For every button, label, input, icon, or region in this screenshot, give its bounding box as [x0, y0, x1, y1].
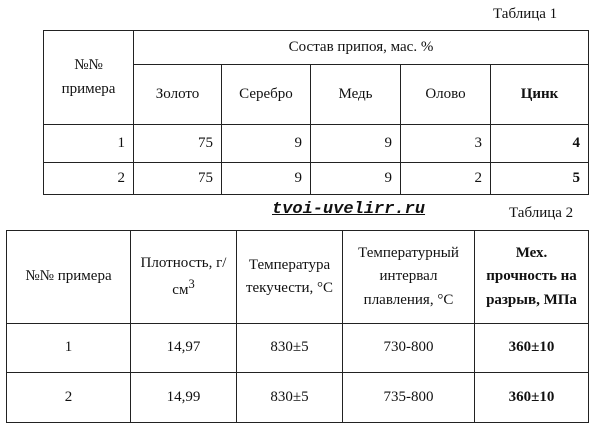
table1-row2-tin: 2 [401, 163, 491, 195]
table1-row1-copper: 9 [311, 125, 401, 163]
table1-row1-tin: 3 [401, 125, 491, 163]
table1-col-zinc: Цинк [491, 65, 589, 125]
table1-col-silver: Серебро [222, 65, 311, 125]
table1-row2-zinc: 5 [491, 163, 589, 195]
table1-row1-silver: 9 [222, 125, 311, 163]
table1-row1-zinc: 4 [491, 125, 589, 163]
table2-row2-flow-temp: 830±5 [237, 373, 343, 423]
table1-row2-id: 2 [44, 163, 134, 195]
table1-col-tin: Олово [401, 65, 491, 125]
table2-header-melt-range: Температурный интервал плавления, °С [343, 231, 475, 324]
table-row [44, 163, 589, 195]
table1-row1-gold: 75 [134, 125, 222, 163]
site-watermark: tvoi-uvelirr.ru [272, 200, 426, 219]
table1-col-copper: Медь [311, 65, 401, 125]
table2-header-flow-temp: Температура текучести, °С [237, 231, 343, 324]
solder-composition-table [43, 30, 589, 195]
table1-header-example: №№ примера [44, 31, 134, 125]
table-row [7, 373, 589, 423]
table-row [7, 324, 589, 373]
table1-row2-silver: 9 [222, 163, 311, 195]
density-superscript: 3 [188, 277, 195, 291]
table2-row1-melt-range: 730-800 [343, 324, 475, 373]
table1-header-composition: Состав припоя, мас. % [134, 31, 589, 65]
table2-row1-flow-temp: 830±5 [237, 324, 343, 373]
table1-row2-copper: 9 [311, 163, 401, 195]
table2-header-example: №№ примера [7, 231, 131, 324]
table2-row2-id: 2 [7, 373, 131, 423]
solder-properties-table [6, 230, 589, 423]
table2-row2-strength: 360±10 [475, 373, 589, 423]
table2-caption: Таблица 2 [509, 205, 574, 221]
table1-row1-id: 1 [44, 125, 134, 163]
table2-header-density: Плотность, $г/см^3$ [131, 231, 237, 324]
table2-row2-melt-range: 735-800 [343, 373, 475, 423]
table1-col-gold: Золото [134, 65, 222, 125]
table2-row2-density: 14,99 [131, 373, 237, 423]
table1-caption: Таблица 1 [493, 6, 558, 22]
table2-row1-density: 14,97 [131, 324, 237, 373]
table2-row1-strength: 360±10 [475, 324, 589, 373]
table2-row1-id: 1 [7, 324, 131, 373]
table-row [44, 125, 589, 163]
table2-header-strength: Мех. прочность на разрыв, МПа [475, 231, 589, 324]
table1-row2-gold: 75 [134, 163, 222, 195]
